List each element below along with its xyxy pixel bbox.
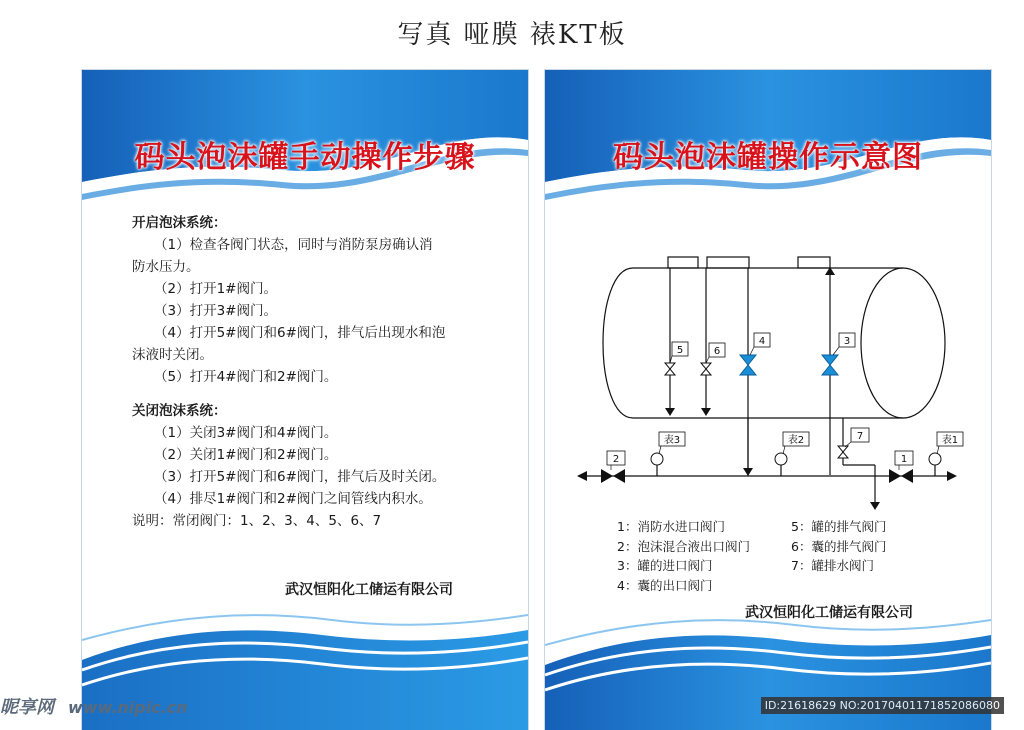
steps-list <box>132 212 502 532</box>
open-step: （4）打开5#阀门和6#阀门，排气后出现水和泡 <box>154 325 446 341</box>
operation-diagram-panel <box>545 70 991 730</box>
valve-note: 说明：常闭阀门：1、2、3、4、5、6、7 <box>132 513 382 529</box>
legend-item: 5：罐的排气阀门 <box>791 519 887 534</box>
close-system-heading: 关闭泡沫系统： <box>132 403 227 419</box>
valve-1-tag: 1 <box>900 454 908 465</box>
valve-7-tag: 7 <box>856 431 864 442</box>
watermark-site: www.nipic.cn <box>68 698 188 717</box>
open-system-heading: 开启泡沫系统： <box>132 215 227 231</box>
legend-item: 4：囊的出口阀门 <box>617 577 713 593</box>
operation-steps-panel <box>82 70 528 730</box>
open-step: （5）打开4#阀门和2#阀门。 <box>154 369 338 385</box>
close-step: （4）排尽1#阀门和2#阀门之间管线内积水。 <box>154 491 432 507</box>
right-company-name: 武汉恒阳化工储运有限公司 <box>745 605 913 621</box>
legend-item: 6：囊的排气阀门 <box>791 538 887 554</box>
open-step: （3）打开3#阀门。 <box>154 303 277 319</box>
close-step: （3）打开5#阀门和6#阀门，排气后及时关闭。 <box>154 469 446 485</box>
gauge-3-tag: 表3 <box>663 435 681 446</box>
gauge-1-tag: 表1 <box>941 435 959 446</box>
valve-6-tag: 6 <box>713 346 721 357</box>
right-panel-title: 码头泡沫罐操作示意图 <box>613 140 923 175</box>
valve-5-tag: 5 <box>676 345 684 356</box>
open-step: （2）打开1#阀门。 <box>154 281 277 297</box>
image-id-badge: ID:21618629 NO:20170401171852086080 <box>761 697 1004 714</box>
legend-column-1 <box>617 517 750 595</box>
bladder-end <box>861 268 945 418</box>
close-step: （1）关闭3#阀门和4#阀门。 <box>154 425 338 441</box>
left-company-name: 武汉恒阳化工储运有限公司 <box>285 582 453 598</box>
open-step: （1）检查各阀门状态，同时与消防泵房确认消 <box>154 237 433 253</box>
legend-item: 1：消防水进口阀门 <box>617 519 725 534</box>
legend-item: 2：泡沫混合液出口阀门 <box>617 538 750 554</box>
valve-2-tag: 2 <box>612 454 620 465</box>
watermark-logo-text: 昵享网 <box>0 697 54 718</box>
top-title: 写真 哑膜 裱KT板 <box>397 20 627 50</box>
gauge-2-tag: 表2 <box>787 435 805 446</box>
legend-item: 3：罐的进口阀门 <box>617 558 713 573</box>
open-step: 防水压力。 <box>132 259 200 275</box>
valve-4-tag: 4 <box>758 336 766 347</box>
left-panel-title: 码头泡沫罐手动操作步骤 <box>134 140 476 175</box>
foam-tank-diagram <box>545 70 991 520</box>
close-step: （2）关闭1#阀门和2#阀门。 <box>154 447 338 463</box>
valve-3-tag: 3 <box>843 336 851 347</box>
tank-shell <box>603 268 633 418</box>
legend-item: 7：罐排水阀门 <box>791 558 874 573</box>
open-step: 沫液时关闭。 <box>132 347 213 363</box>
watermark-logo <box>0 693 188 719</box>
legend-column-2 <box>791 517 886 576</box>
